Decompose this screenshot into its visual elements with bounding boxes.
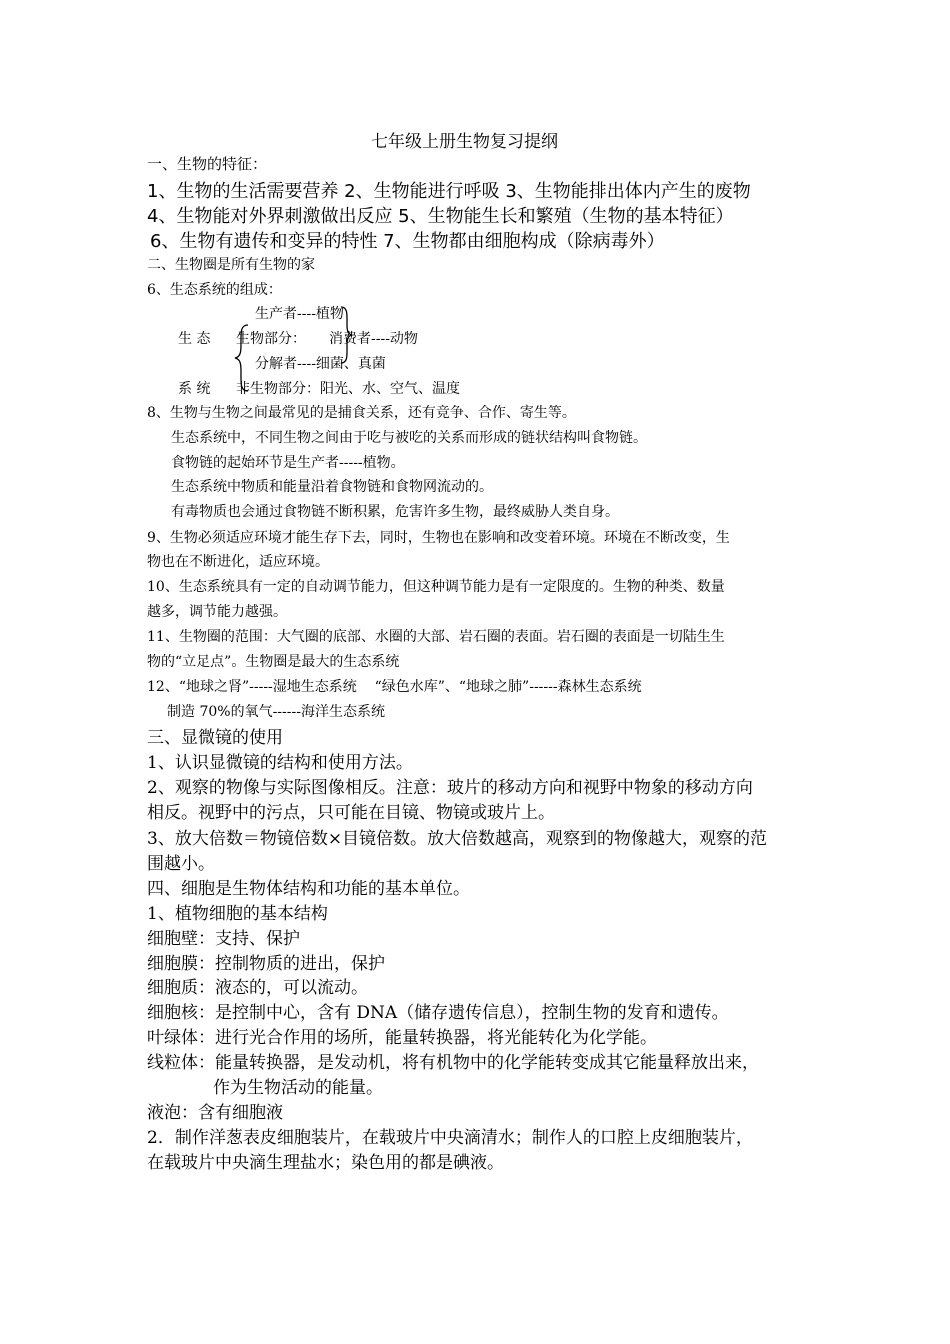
s2-item-8d: 有毒物质也会通过食物链不断积累，危害许多生物，最终威胁人类自身。 xyxy=(171,504,619,520)
s1-line-2: 4、生物能对外界刺激做出反应 5、生物能生长和繁殖（生物的基本特征） xyxy=(147,206,734,227)
s4-line-2b: 在载玻片中央滴生理盐水；染色用的都是碘液。 xyxy=(147,1153,504,1173)
cell-wall: 细胞壁：支持、保护 xyxy=(147,929,300,949)
s2-item-12b: 制造 70%的氧气------海洋生态系统 xyxy=(167,704,385,720)
s1-line-1: 1、生物的生活需要营养 2、生物能进行呼吸 3、生物能排出体内产生的废物 xyxy=(147,181,751,202)
mitochondria-a: 线粒体：能量转换器，是发动机，将有机物中的化学能转变成其它能量释放出来， xyxy=(147,1053,759,1073)
s2-item-9a: 9、生物必须适应环境才能生存下去，同时，生物也在影响和改变着环境。环境在不断改变，生 xyxy=(147,530,730,546)
cell-membrane: 细胞膜：控制物质的进出，保护 xyxy=(147,954,385,974)
s2-item-9b: 物也在不断进化，适应环境。 xyxy=(147,554,329,570)
s2-item-11a: 11、生物圈的范围：大气圈的底部、水圈的大部、岩石圈的表面。岩石圈的表面是一切陆生生 xyxy=(147,629,725,645)
nucleus: 细胞核：是控制中心，含有 DNA（储存遗传信息），控制生物的发育和遗传。 xyxy=(147,1003,729,1023)
left-brace-icon xyxy=(232,323,252,393)
section-3-heading: 三、显微镜的使用 xyxy=(147,728,283,748)
s3-line-2b: 相反。视野中的污点，只可能在目镜、物镜或玻片上。 xyxy=(147,803,555,823)
s3-line-3b: 围越小。 xyxy=(147,854,215,874)
s4-line-1: 1、植物细胞的基本结构 xyxy=(147,904,328,924)
diagram-consumer: 消费者----动物 xyxy=(329,331,418,347)
s3-line-3a: 3、放大倍数＝物镜倍数×目镜倍数。放大倍数越高，观察到的物像越大，观察的范 xyxy=(147,829,768,849)
section-1-heading: 一、生物的特征： xyxy=(147,155,268,173)
diagram-biotic: 生物部分： xyxy=(236,331,306,347)
cytoplasm: 细胞质：液态的，可以流动。 xyxy=(147,978,368,998)
vacuole: 液泡：含有细胞液 xyxy=(147,1103,283,1123)
s3-line-2a: 2、观察的物像与实际图像相反。注意：玻片的移动方向和视野中物象的移动方向 xyxy=(147,778,753,798)
s2-item-12a: 12、“地球之肾”-----湿地生态系统 “绿色水库”、“地球之肺”------森林生态系统 xyxy=(147,679,642,695)
s2-item-8c: 生态系统中物质和能量沿着食物链和食物网流动的。 xyxy=(171,479,493,495)
s2-item-10b: 越多，调节能力越强。 xyxy=(147,604,287,620)
s3-line-1: 1、认识显微镜的结构和使用方法。 xyxy=(147,753,413,773)
s2-item-8: 8、生物与生物之间最常见的是捕食关系，还有竞争、合作、寄生等。 xyxy=(147,405,576,421)
s2-item-6: 6、生态系统的组成： xyxy=(147,282,282,298)
diagram-producer: 生产者----植物 xyxy=(255,306,344,322)
chloroplast: 叶绿体：进行光合作用的场所，能量转换器，将光能转化为化学能。 xyxy=(147,1028,657,1048)
diagram-label-eco-2: 系 统 xyxy=(178,381,211,397)
s2-item-10a: 10、生态系统具有一定的自动调节能力，但这种调节能力是有一定限度的。生物的种类、数量 xyxy=(147,579,725,595)
diagram-label-eco-1: 生 态 xyxy=(178,331,211,347)
diagram-abiotic: 非生物部分：阳光、水、空气、温度 xyxy=(236,381,460,397)
s2-item-8a: 生态系统中，不同生物之间由于吃与被吃的关系而形成的链状结构叫食物链。 xyxy=(171,430,647,446)
section-4-heading: 四、细胞是生物体结构和功能的基本单位。 xyxy=(147,879,470,899)
mitochondria-b: 作为生物活动的能量。 xyxy=(213,1078,383,1098)
right-brace-icon xyxy=(339,305,355,365)
s4-line-2a: 2．制作洋葱表皮细胞装片，在载玻片中央滴清水；制作人的口腔上皮细胞装片， xyxy=(147,1128,753,1148)
s2-item-11b: 物的“立足点”。生物圈是最大的生态系统 xyxy=(147,654,400,670)
s2-item-8b: 食物链的起始环节是生产者-----植物。 xyxy=(171,455,405,471)
page-title: 七年级上册生物复习提纲 xyxy=(371,132,558,152)
diagram-decomposer: 分解者----细菌、真菌 xyxy=(255,356,386,372)
s1-line-3: 6、生物有遗传和变异的特性 7、生物都由细胞构成（除病毒外） xyxy=(150,231,665,252)
section-2-heading: 二、生物圈是所有生物的家 xyxy=(147,257,315,273)
